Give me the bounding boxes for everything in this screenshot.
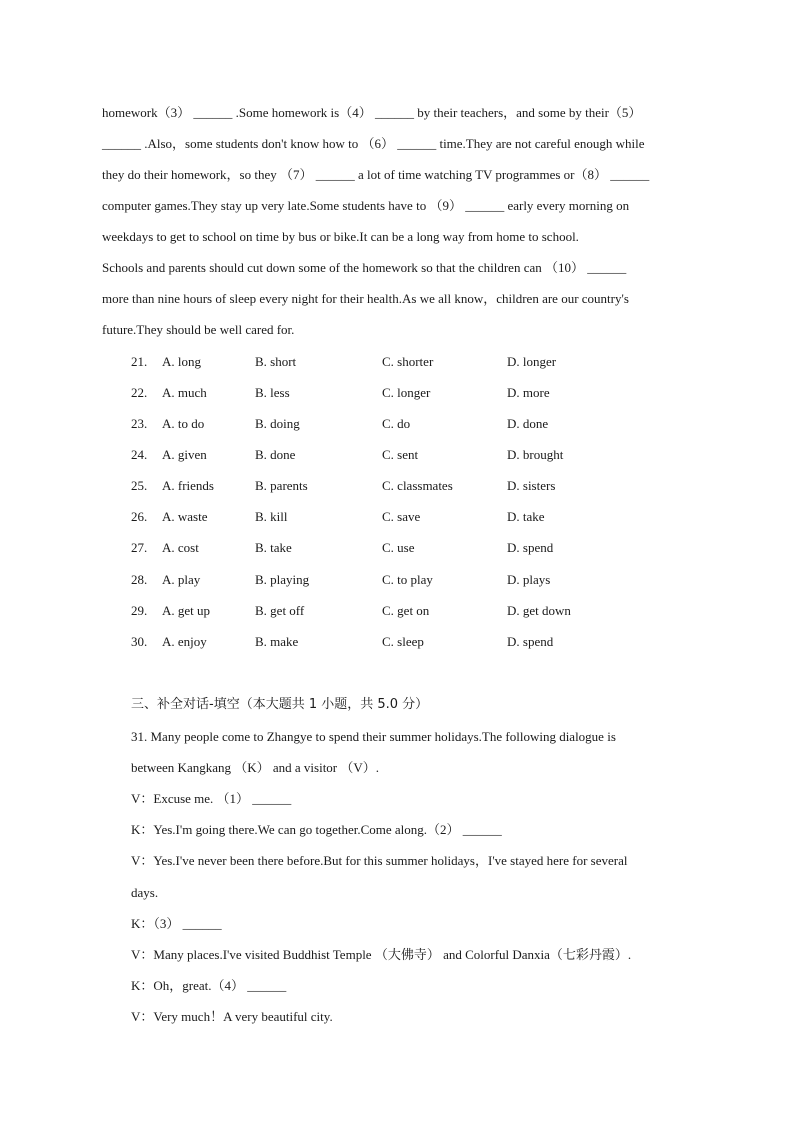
dialogue-line: days. bbox=[131, 885, 159, 900]
option-a[interactable]: A. long bbox=[162, 354, 201, 369]
question-number: 30. bbox=[131, 634, 148, 649]
dialogue-line: between Kangkang （K） and a visitor （V）. bbox=[131, 760, 380, 775]
question-number: 23. bbox=[131, 416, 148, 431]
dialogue-line: K：（3） ______ bbox=[131, 916, 222, 931]
question-row-27 bbox=[131, 540, 691, 556]
question-row-24 bbox=[131, 447, 691, 463]
option-a[interactable]: A. waste bbox=[162, 509, 208, 524]
question-row-30 bbox=[131, 634, 691, 650]
question-number: 29. bbox=[131, 603, 148, 618]
question-number: 22. bbox=[131, 385, 148, 400]
option-b[interactable]: B. doing bbox=[255, 416, 300, 431]
passage-line: weekdays to get to school on time by bus or bike.It can be a long way from home to school. bbox=[102, 229, 579, 244]
option-c[interactable]: C. use bbox=[382, 540, 415, 555]
option-d[interactable]: D. longer bbox=[507, 354, 557, 369]
question-row-22 bbox=[131, 385, 691, 401]
passage-line: Schools and parents should cut down some of the homework so that the children can （10） ______ bbox=[102, 260, 627, 275]
option-a[interactable]: A. to do bbox=[162, 416, 205, 431]
passage-line: ______ .Also，some students don't know how to （6） ______ time.They are not careful enough while bbox=[102, 136, 645, 151]
question-number: 24. bbox=[131, 447, 148, 462]
option-d[interactable]: D. more bbox=[507, 385, 550, 400]
question-number: 26. bbox=[131, 509, 148, 524]
option-b[interactable]: B. done bbox=[255, 447, 296, 462]
option-b[interactable]: B. take bbox=[255, 540, 292, 555]
question-number: 21. bbox=[131, 354, 148, 369]
question-row-26 bbox=[131, 509, 691, 525]
option-d[interactable]: D. done bbox=[507, 416, 549, 431]
dialogue-line: V：Excuse me. （1） ______ bbox=[131, 791, 292, 806]
option-c[interactable]: C. get on bbox=[382, 603, 430, 618]
option-b[interactable]: B. short bbox=[255, 354, 297, 369]
passage-line: computer games.They stay up very late.Some students have to （9） ______ early every morning on bbox=[102, 198, 630, 213]
option-a[interactable]: A. enjoy bbox=[162, 634, 207, 649]
option-b[interactable]: B. make bbox=[255, 634, 299, 649]
option-b[interactable]: B. playing bbox=[255, 572, 310, 587]
option-a[interactable]: A. given bbox=[162, 447, 207, 462]
question-row-29 bbox=[131, 603, 691, 619]
option-b[interactable]: B. kill bbox=[255, 509, 288, 524]
section-title: 三、补全对话-填空（本大题共 1 小题，共 5.0 分） bbox=[131, 697, 429, 712]
option-c[interactable]: C. sleep bbox=[382, 634, 424, 649]
option-d[interactable]: D. spend bbox=[507, 634, 554, 649]
option-d[interactable]: D. take bbox=[507, 509, 545, 524]
option-d[interactable]: D. get down bbox=[507, 603, 571, 618]
dialogue-line: K：Yes.I'm going there.We can go together.Come along.（2） ______ bbox=[131, 822, 502, 837]
question-row-25 bbox=[131, 478, 691, 494]
dialogue-line: 31. Many people come to Zhangye to spend their summer holidays.The following dialogue is bbox=[131, 729, 616, 744]
question-row-28 bbox=[131, 572, 691, 588]
option-c[interactable]: C. to play bbox=[382, 572, 433, 587]
option-c[interactable]: C. do bbox=[382, 416, 411, 431]
passage-line: they do their homework，so they （7） ______ a lot of time watching TV programmes or（8） ______ bbox=[102, 167, 650, 182]
option-d[interactable]: D. plays bbox=[507, 572, 551, 587]
dialogue-line: V：Very much！A very beautiful city. bbox=[131, 1009, 333, 1024]
option-a[interactable]: A. get up bbox=[162, 603, 211, 618]
option-d[interactable]: D. spend bbox=[507, 540, 554, 555]
option-a[interactable]: A. cost bbox=[162, 540, 199, 555]
option-c[interactable]: C. classmates bbox=[382, 478, 453, 493]
question-row-21 bbox=[131, 354, 691, 370]
option-c[interactable]: C. sent bbox=[382, 447, 419, 462]
option-a[interactable]: A. play bbox=[162, 572, 201, 587]
dialogue-line: V：Many places.I've visited Buddhist Temple （大佛寺） and Colorful Danxia（七彩丹霞）. bbox=[131, 947, 632, 962]
option-d[interactable]: D. brought bbox=[507, 447, 564, 462]
option-b[interactable]: B. get off bbox=[255, 603, 305, 618]
option-c[interactable]: C. shorter bbox=[382, 354, 434, 369]
option-a[interactable]: A. much bbox=[162, 385, 207, 400]
question-number: 25. bbox=[131, 478, 148, 493]
dialogue-line: K：Oh，great.（4） ______ bbox=[131, 978, 287, 993]
passage-line: homework（3） ______ .Some homework is（4） ______ by their teachers，and some by their（5） bbox=[102, 105, 642, 120]
option-c[interactable]: C. save bbox=[382, 509, 421, 524]
option-b[interactable]: B. parents bbox=[255, 478, 308, 493]
passage-line: future.They should be well cared for. bbox=[102, 322, 295, 337]
dialogue-line: V：Yes.I've never been there before.But for this summer holidays，I've stayed here for several bbox=[131, 853, 628, 868]
question-number: 28. bbox=[131, 572, 148, 587]
option-d[interactable]: D. sisters bbox=[507, 478, 556, 493]
question-row-23 bbox=[131, 416, 691, 432]
option-a[interactable]: A. friends bbox=[162, 478, 214, 493]
passage-line: more than nine hours of sleep every night for their health.As we all know，children are our country's bbox=[102, 291, 629, 306]
option-c[interactable]: C. longer bbox=[382, 385, 431, 400]
option-b[interactable]: B. less bbox=[255, 385, 290, 400]
question-number: 27. bbox=[131, 540, 148, 555]
